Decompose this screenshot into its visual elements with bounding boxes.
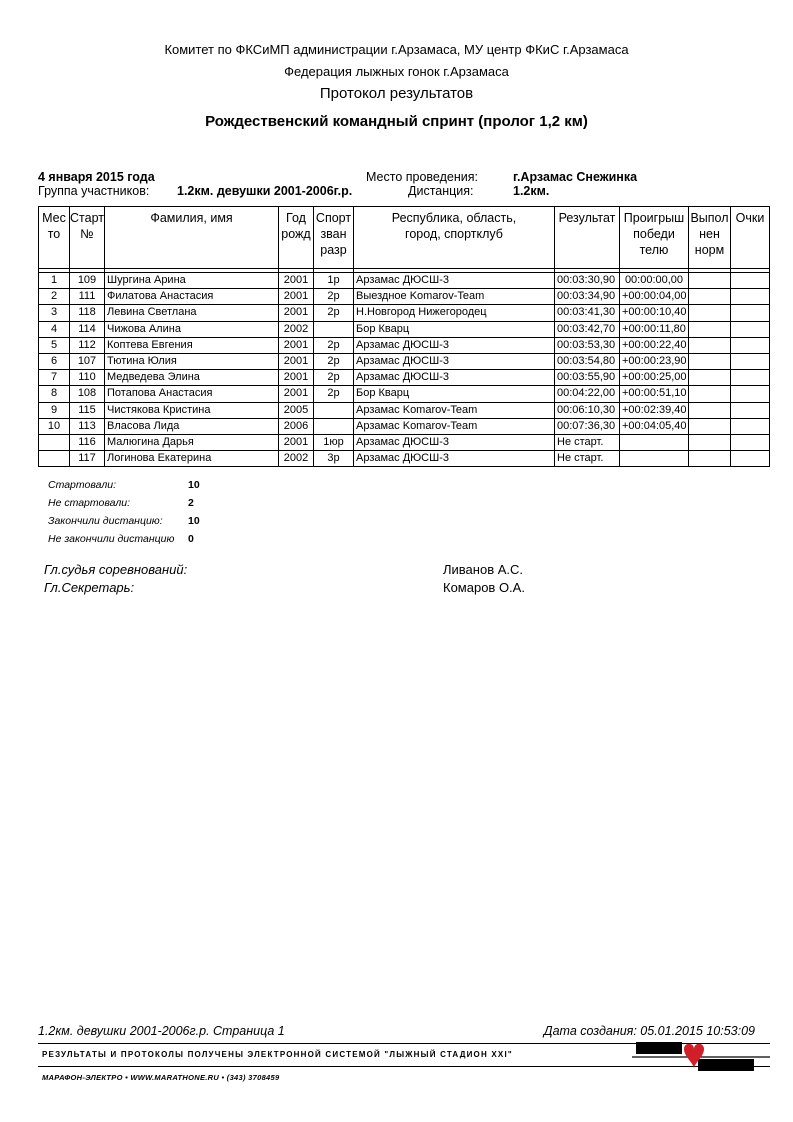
result-cell: 00:07:36,30 bbox=[555, 418, 620, 434]
behind-cell: +00:00:10,40 bbox=[620, 305, 689, 321]
name-cell: Медведева Элина bbox=[105, 370, 279, 386]
result-cell: 00:03:30,90 bbox=[555, 273, 620, 289]
logo-graphic bbox=[632, 1039, 770, 1073]
club-cell: Арзамас Komarov-Team bbox=[354, 418, 555, 434]
result-cell: 00:06:10,30 bbox=[555, 402, 620, 418]
year-cell: 2001 bbox=[279, 353, 314, 369]
place-cell: 3 bbox=[39, 305, 70, 321]
table-row bbox=[39, 305, 770, 321]
rank-cell: 1р bbox=[314, 273, 354, 289]
summary-label: Стартовали: bbox=[48, 479, 117, 491]
name-cell: Чистякова Кристина bbox=[105, 402, 279, 418]
rank-cell: 2р bbox=[314, 305, 354, 321]
points-cell bbox=[731, 337, 770, 353]
rank-cell: 2р bbox=[314, 337, 354, 353]
bib-cell: 118 bbox=[70, 305, 105, 321]
name-cell: Коптева Евгения bbox=[105, 337, 279, 353]
table-row bbox=[39, 289, 770, 305]
bib-cell: 115 bbox=[70, 402, 105, 418]
norm-cell bbox=[689, 337, 731, 353]
venue-label: Место проведения: bbox=[366, 170, 478, 184]
column-header-line: Спорт bbox=[315, 211, 352, 225]
points-cell bbox=[731, 451, 770, 467]
points-cell bbox=[731, 321, 770, 337]
year-cell: 2001 bbox=[279, 305, 314, 321]
group-label: Группа участников: bbox=[38, 184, 150, 198]
column-header-line: рожд bbox=[281, 227, 311, 241]
result-cell: Не старт. bbox=[555, 434, 620, 450]
distance-value: 1.2км. bbox=[513, 184, 550, 198]
club-cell: Арзамас ДЮСШ-3 bbox=[354, 434, 555, 450]
rank-cell: 3р bbox=[314, 451, 354, 467]
column-header-line: № bbox=[80, 227, 94, 241]
table-header-row bbox=[39, 207, 770, 269]
club-cell: Арзамас Komarov-Team bbox=[354, 402, 555, 418]
column-header bbox=[314, 207, 354, 269]
event-title: Рождественский командный спринт (пролог 1,2 км) bbox=[205, 113, 588, 130]
rank-cell bbox=[314, 321, 354, 337]
column-header bbox=[731, 207, 770, 269]
year-cell: 2005 bbox=[279, 402, 314, 418]
column-header-line: Мес bbox=[42, 211, 66, 225]
page-info: 1.2км. девушки 2001-2006г.р. Страница 1 bbox=[38, 1024, 285, 1038]
rank-cell: 1юр bbox=[314, 434, 354, 450]
bib-cell: 108 bbox=[70, 386, 105, 402]
club-cell: Бор Кварц bbox=[354, 321, 555, 337]
club-cell: Арзамас ДЮСШ-3 bbox=[354, 370, 555, 386]
place-cell: 5 bbox=[39, 337, 70, 353]
norm-cell bbox=[689, 289, 731, 305]
column-header-line: нен bbox=[699, 227, 720, 241]
result-cell: 00:03:55,90 bbox=[555, 370, 620, 386]
norm-cell bbox=[689, 273, 731, 289]
rank-cell: 2р bbox=[314, 353, 354, 369]
place-cell bbox=[39, 451, 70, 467]
group-value: 1.2км. девушки 2001-2006г.р. bbox=[177, 184, 353, 198]
summary-value: 0 bbox=[188, 533, 194, 545]
column-header-line: то bbox=[47, 227, 61, 241]
club-cell: Н.Новгород Нижегородец bbox=[354, 305, 555, 321]
place-cell: 10 bbox=[39, 418, 70, 434]
column-header bbox=[70, 207, 105, 269]
norm-cell bbox=[689, 386, 731, 402]
norm-cell bbox=[689, 418, 731, 434]
column-header-line: Фамилия, имя bbox=[150, 211, 233, 225]
table-row bbox=[39, 418, 770, 434]
column-header-line: телю bbox=[639, 243, 669, 257]
points-cell bbox=[731, 386, 770, 402]
behind-cell: +00:00:04,00 bbox=[620, 289, 689, 305]
column-header-line: разр bbox=[320, 243, 347, 257]
name-cell: Власова Лида bbox=[105, 418, 279, 434]
place-cell: 7 bbox=[39, 370, 70, 386]
column-header-line: норм bbox=[694, 243, 725, 257]
behind-cell bbox=[620, 434, 689, 450]
year-cell: 2001 bbox=[279, 337, 314, 353]
table-row bbox=[39, 370, 770, 386]
behind-cell bbox=[620, 451, 689, 467]
points-cell bbox=[731, 434, 770, 450]
summary-label: Закончили дистанцию: bbox=[48, 515, 163, 527]
column-header bbox=[620, 207, 689, 269]
table-row bbox=[39, 386, 770, 402]
norm-cell bbox=[689, 305, 731, 321]
place-cell: 8 bbox=[39, 386, 70, 402]
year-cell: 2001 bbox=[279, 434, 314, 450]
marathon-contacts: МАРАФОН-ЭЛЕКТРО • WWW.MARATHONE.RU • (343) 3708459 bbox=[42, 1073, 280, 1082]
column-header-line: победи bbox=[633, 227, 675, 241]
club-cell: Арзамас ДЮСШ-3 bbox=[354, 451, 555, 467]
bib-cell: 111 bbox=[70, 289, 105, 305]
bib-cell: 114 bbox=[70, 321, 105, 337]
points-cell bbox=[731, 273, 770, 289]
name-cell: Чижова Алина bbox=[105, 321, 279, 337]
norm-cell bbox=[689, 353, 731, 369]
result-cell: 00:03:54,80 bbox=[555, 353, 620, 369]
points-cell bbox=[731, 353, 770, 369]
year-cell: 2001 bbox=[279, 273, 314, 289]
result-cell: 00:03:34,90 bbox=[555, 289, 620, 305]
summary-value: 10 bbox=[188, 515, 200, 527]
points-cell bbox=[731, 305, 770, 321]
club-cell: Арзамас ДЮСШ-3 bbox=[354, 337, 555, 353]
year-cell: 2006 bbox=[279, 418, 314, 434]
column-header bbox=[555, 207, 620, 269]
column-header-line: зван bbox=[320, 227, 347, 241]
norm-cell bbox=[689, 370, 731, 386]
norm-cell bbox=[689, 321, 731, 337]
bib-cell: 117 bbox=[70, 451, 105, 467]
name-cell: Левина Светлана bbox=[105, 305, 279, 321]
organizer-line: Комитет по ФКСиМП администрации г.Арзамаса, МУ центр ФКиС г.Арзамаса bbox=[164, 42, 629, 57]
club-cell: Бор Кварц bbox=[354, 386, 555, 402]
place-cell: 4 bbox=[39, 321, 70, 337]
behind-cell: +00:00:22,40 bbox=[620, 337, 689, 353]
norm-cell bbox=[689, 434, 731, 450]
column-header-line: Очки bbox=[735, 211, 765, 225]
rank-cell bbox=[314, 418, 354, 434]
bib-cell: 107 bbox=[70, 353, 105, 369]
name-cell: Потапова Анастасия bbox=[105, 386, 279, 402]
name-cell: Тютина Юлия bbox=[105, 353, 279, 369]
year-cell: 2002 bbox=[279, 451, 314, 467]
summary-label: Не закончили дистанцию bbox=[48, 533, 175, 545]
column-header-line: Результат bbox=[558, 211, 616, 225]
event-date: 4 января 2015 года bbox=[38, 170, 155, 184]
system-notice: РЕЗУЛЬТАТЫ И ПРОТОКОЛЫ ПОЛУЧЕНЫ ЭЛЕКТРОННОЙ СИСТЕМОЙ "ЛЫЖНЫЙ СТАДИОН XXI" bbox=[42, 1050, 513, 1059]
table-row bbox=[39, 321, 770, 337]
behind-cell: +00:00:23,90 bbox=[620, 353, 689, 369]
name-cell: Филатова Анастасия bbox=[105, 289, 279, 305]
column-header-line: Старт bbox=[70, 211, 104, 225]
behind-cell: +00:00:51,10 bbox=[620, 386, 689, 402]
column-header bbox=[689, 207, 731, 269]
table-row bbox=[39, 273, 770, 289]
column-header bbox=[354, 207, 555, 269]
points-cell bbox=[731, 402, 770, 418]
chief-judge-label: Гл.судья соревнований: bbox=[44, 562, 188, 577]
result-cell: 00:04:22,00 bbox=[555, 386, 620, 402]
points-cell bbox=[731, 289, 770, 305]
place-cell bbox=[39, 434, 70, 450]
behind-cell: +00:04:05,40 bbox=[620, 418, 689, 434]
bib-cell: 109 bbox=[70, 273, 105, 289]
creation-date: Дата создания: 05.01.2015 10:53:09 bbox=[543, 1024, 755, 1038]
summary-value: 2 bbox=[188, 497, 194, 509]
chief-secretary-label: Гл.Секретарь: bbox=[44, 580, 135, 595]
table-row bbox=[39, 402, 770, 418]
name-cell: Логинова Екатерина bbox=[105, 451, 279, 467]
place-cell: 9 bbox=[39, 402, 70, 418]
protocol-heading: Протокол результатов bbox=[319, 85, 474, 102]
place-cell: 1 bbox=[39, 273, 70, 289]
club-cell: Арзамас ДЮСШ-3 bbox=[354, 273, 555, 289]
club-cell: Выездное Komarov-Team bbox=[354, 289, 555, 305]
column-header-line: Выпол bbox=[690, 211, 729, 225]
result-cell: Не старт. bbox=[555, 451, 620, 467]
column-header-line: Республика, область, bbox=[391, 211, 517, 225]
summary-label: Не стартовали: bbox=[48, 497, 131, 509]
name-cell: Шургина Арина bbox=[105, 273, 279, 289]
club-cell: Арзамас ДЮСШ-3 bbox=[354, 353, 555, 369]
table-row bbox=[39, 451, 770, 467]
year-cell: 2001 bbox=[279, 370, 314, 386]
column-header-line: Проигрыш bbox=[623, 211, 685, 225]
marathon-electro-logo bbox=[632, 1039, 770, 1073]
rank-cell: 2р bbox=[314, 289, 354, 305]
summary-value: 10 bbox=[188, 479, 200, 491]
rank-cell: 2р bbox=[314, 370, 354, 386]
bib-cell: 116 bbox=[70, 434, 105, 450]
bib-cell: 113 bbox=[70, 418, 105, 434]
place-cell: 2 bbox=[39, 289, 70, 305]
venue-value: г.Арзамас Снежинка bbox=[513, 170, 638, 184]
bib-cell: 110 bbox=[70, 370, 105, 386]
behind-cell: 00:00:00,00 bbox=[620, 273, 689, 289]
table-row bbox=[39, 337, 770, 353]
column-header-line: Год bbox=[286, 211, 306, 225]
column-header bbox=[105, 207, 279, 269]
table-row bbox=[39, 434, 770, 450]
chief-judge-name: Ливанов А.С. bbox=[443, 562, 523, 577]
column-header bbox=[279, 207, 314, 269]
behind-cell: +00:02:39,40 bbox=[620, 402, 689, 418]
results-table bbox=[38, 206, 770, 467]
rank-cell: 2р bbox=[314, 386, 354, 402]
column-header-line: город, спортклуб bbox=[405, 227, 503, 241]
points-cell bbox=[731, 370, 770, 386]
distance-label: Дистанция: bbox=[408, 184, 474, 198]
name-cell: Малюгина Дарья bbox=[105, 434, 279, 450]
place-cell: 6 bbox=[39, 353, 70, 369]
result-cell: 00:03:53,30 bbox=[555, 337, 620, 353]
points-cell bbox=[731, 418, 770, 434]
column-header bbox=[39, 207, 70, 269]
bib-cell: 112 bbox=[70, 337, 105, 353]
rank-cell bbox=[314, 402, 354, 418]
table-row bbox=[39, 353, 770, 369]
result-cell: 00:03:42,70 bbox=[555, 321, 620, 337]
chief-secretary-name: Комаров О.А. bbox=[443, 580, 525, 595]
behind-cell: +00:00:25,00 bbox=[620, 370, 689, 386]
result-cell: 00:03:41,30 bbox=[555, 305, 620, 321]
year-cell: 2002 bbox=[279, 321, 314, 337]
behind-cell: +00:00:11,80 bbox=[620, 321, 689, 337]
norm-cell bbox=[689, 402, 731, 418]
year-cell: 2001 bbox=[279, 386, 314, 402]
norm-cell bbox=[689, 451, 731, 467]
year-cell: 2001 bbox=[279, 289, 314, 305]
federation-line: Федерация лыжных гонок г.Арзамаса bbox=[284, 64, 509, 79]
